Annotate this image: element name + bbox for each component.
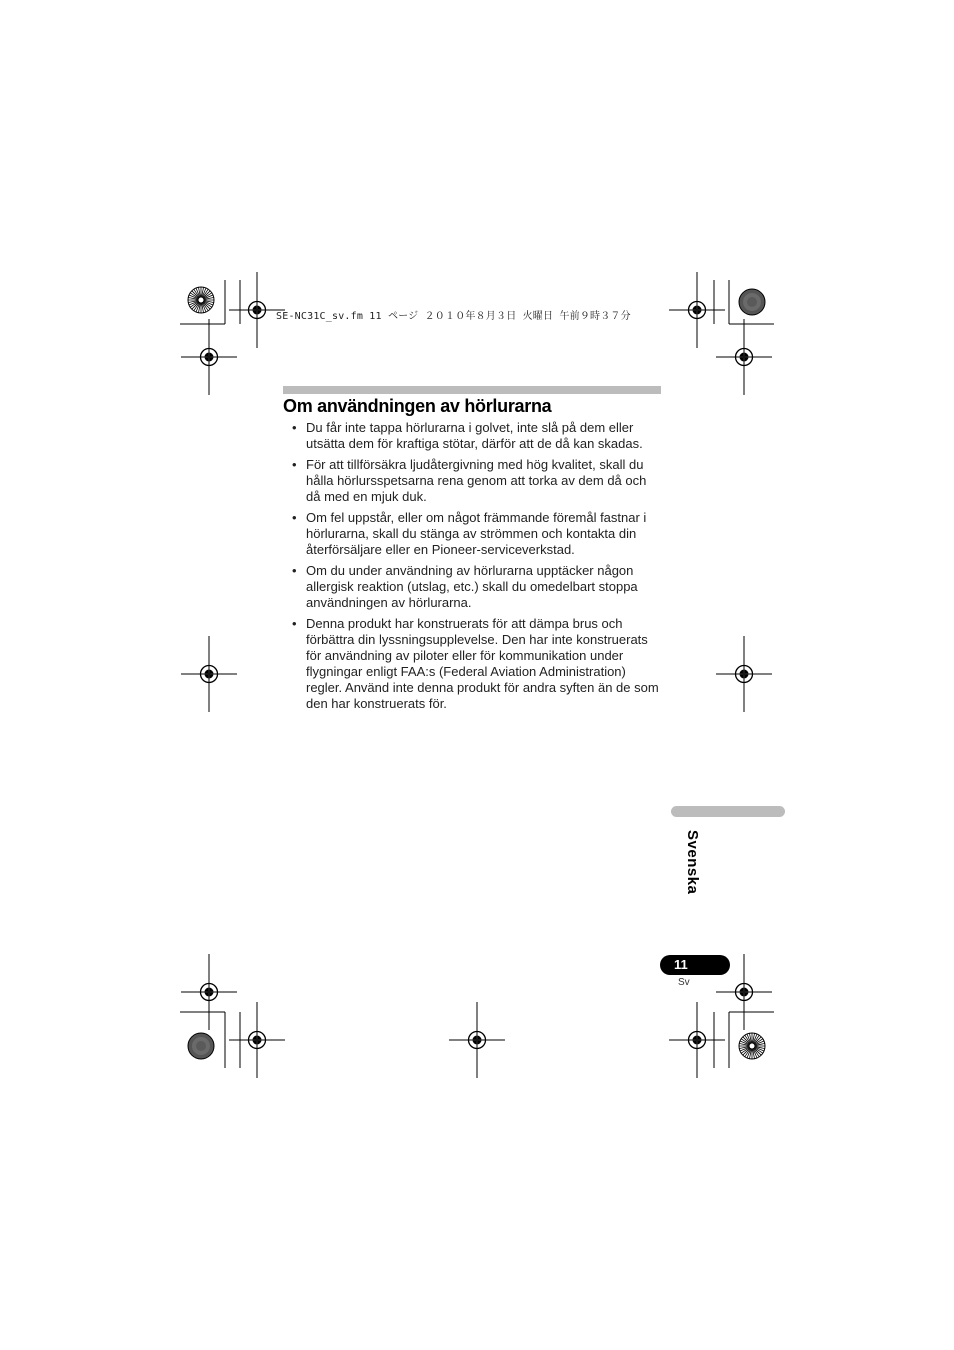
list-item	[292, 457, 664, 505]
color-target-icon	[739, 289, 765, 315]
registration-mark-icon	[229, 1002, 285, 1078]
registration-mark-icon	[181, 319, 237, 395]
bullet-icon: •	[292, 616, 297, 631]
bullet-icon: •	[292, 510, 297, 525]
color-target-icon	[188, 287, 214, 313]
list-item	[292, 420, 664, 452]
page-number: 11	[674, 957, 688, 972]
bullet-list	[292, 420, 664, 717]
registration-mark-icon	[716, 636, 772, 712]
registration-mark-icon	[181, 954, 237, 1030]
registration-mark-icon	[669, 272, 725, 348]
list-item-text: Denna produkt har konstruerats för att dämpa brus och förbättra din lyssningsupplevelse. Den har inte konstruerats för användning av piloter eller för kommunikation under flygningar enligt FAA:s (Federal Aviation Administration) regler. Använd inte denna produkt för andra syften än de som den har konstruerats för.	[306, 616, 659, 711]
color-target-icon	[188, 1033, 214, 1059]
list-item-text: Om fel uppstår, eller om något främmande föremål fastnar i hörlurarna, skall du stänga av strömmen och kontakta din återförsäljare eller en Pioneer-serviceverkstad.	[306, 510, 647, 557]
registration-mark-icon	[449, 1002, 505, 1078]
section-bar	[283, 386, 661, 394]
section-title: Om användningen av hörlurarna	[283, 396, 552, 416]
bullet-icon: •	[292, 457, 297, 472]
list-item	[292, 510, 664, 558]
bullet-icon: •	[292, 420, 297, 435]
list-item-text: För att tillförsäkra ljudåtergivning med hög kvalitet, skall du hålla hörlursspetsarna rena genom att torka av dem då och då med en mjuk duk.	[306, 457, 647, 504]
language-tab-label: Svenska	[684, 830, 701, 895]
language-tab-bar	[671, 806, 785, 817]
registration-mark-icon	[716, 319, 772, 395]
list-item-text: Om du under användning av hörlurarna upptäcker någon allergisk reaktion (utslag, etc.) skall du omedelbart stoppa användningen av hörlurarna.	[306, 563, 638, 610]
bullet-icon: •	[292, 563, 297, 578]
list-item-text: Du får inte tappa hörlurarna i golvet, inte slå på dem eller utsätta dem för kraftiga stötar, därför att de då kan skadas.	[306, 420, 643, 451]
list-item	[292, 616, 664, 712]
page-number-badge	[660, 955, 730, 975]
color-target-icon	[739, 1033, 765, 1059]
list-item	[292, 563, 664, 611]
print-header: SE-NC31C_sv.fm 11 ページ ２０１０年８月３日 火曜日 午前９時３７分	[276, 311, 631, 322]
registration-mark-icon	[181, 636, 237, 712]
page-language-code: Sv	[678, 977, 690, 988]
registration-mark-icon	[669, 1002, 725, 1078]
